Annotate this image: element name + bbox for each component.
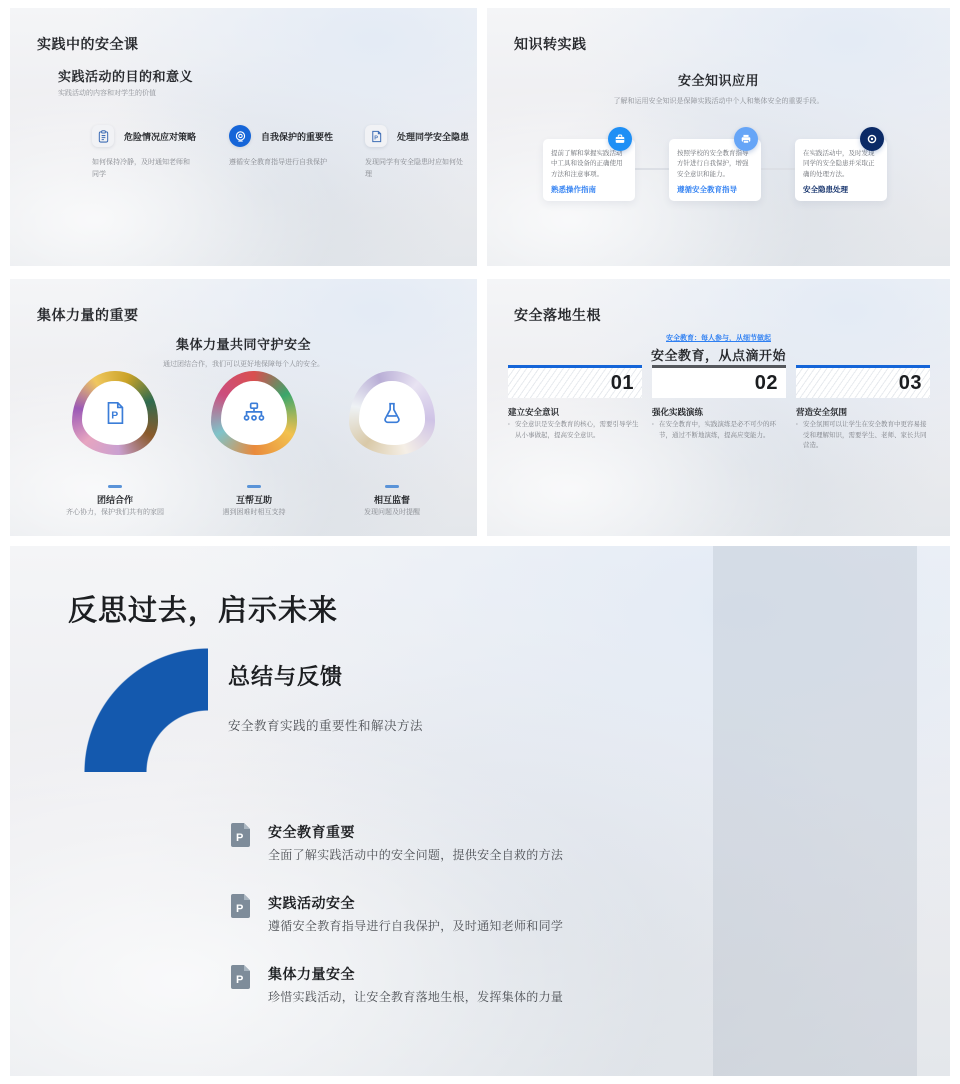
feature-column [92,125,220,181]
numbered-card [652,365,786,398]
card-number: 01 [610,371,634,394]
section-heading: 安全知识应用 [677,73,759,88]
step-link: 安全隐患处理 [803,185,848,195]
section-heading: 实践活动的目的和意义 [58,69,194,84]
card-number: 02 [754,371,778,394]
divider-dash [108,485,122,488]
target-icon [229,125,251,147]
summary-item-desc: 珍惜实践活动，让安全教育落地生根，发挥集体的力量 [268,990,564,1004]
numbered-card [796,365,930,398]
blob-label: 相互监督 [373,495,410,505]
svg-text:P: P [111,410,119,422]
step-desc: 在实践活动中，及时发现同学的安全隐患并采取正确的处理方法。 [803,150,875,178]
numbered-card [508,365,642,398]
section-subtext: 安全教育实践的重要性和解决方法 [228,719,424,733]
blob-desc: 遇到困难时相互支持 [222,509,286,516]
card-bullet: · 安全氛围可以让学生在安全教育中更容易接受和理解知识，需要学生、老师、家长共同营造。 [796,420,928,452]
record-icon [860,127,884,151]
svg-text:P: P [373,134,378,141]
slide-title: 实践中的安全课 [37,36,139,52]
hierarchy-icon [221,381,287,445]
quarter-ring-shape [84,648,208,772]
divider-dash [247,485,261,488]
file-p-icon [230,893,252,924]
flask-icon [359,381,425,445]
section-subtext: 了解和运用安全知识是保障实践活动中个人和集体安全的重要手段。 [613,98,824,105]
summary-item-label: 集体力量安全 [268,966,355,982]
card-bullet: · 安全意识是安全教育的核心，需要引导学生从小事做起，提高安全意识。 [508,420,640,441]
card-label: 营造安全氛围 [796,407,848,417]
divider-dash [385,485,399,488]
slide-2-knowledge-to-practice [487,8,950,266]
blob-desc: 齐心协力，保护我们共有的家园 [66,509,164,516]
blob-label: 团结合作 [96,495,133,505]
file-p-icon [230,964,252,995]
printer-icon [734,127,758,151]
card-label: 强化实践演练 [652,407,704,417]
summary-item-label: 安全教育重要 [268,824,355,840]
card-number: 03 [898,371,922,394]
illustration-blob [211,371,297,455]
step-desc: 提前了解和掌握实践活动中工具和设备的正确使用方法和注意事项。 [551,150,623,178]
summary-item-label: 实践活动安全 [268,895,355,911]
briefcase-icon [608,127,632,151]
blob-desc: 发现问题及时提醒 [364,509,420,516]
step-link: 遵循安全教育指导 [677,185,737,195]
page-p-icon [365,125,387,147]
svg-text:P: P [236,903,244,915]
section-subtext: 通过团结合作，我们可以更好地保障每个人的安全。 [163,361,324,368]
summary-item-desc: 全面了解实践活动中的安全问题，提供安全自救的方法 [268,848,564,862]
clipboard-icon [92,125,114,147]
card-bullet: · 在安全教育中，实践演练是必不可少的环节，通过不断地演练，提高应变能力。 [652,420,784,441]
slide-title: 集体力量的重要 [37,307,139,323]
feature-label: 处理同学安全隐患 [397,131,470,142]
feature-column [365,125,477,181]
step-desc: 按照学校的安全教育指导方针进行自我保护，增强安全意识和能力。 [677,150,749,178]
section-subtext: 实践活动的内容和对学生的价值 [58,90,156,97]
file-p-icon [230,822,252,853]
feature-label: 危险情况应对策略 [124,131,197,142]
card-label: 建立安全意识 [508,407,560,417]
feature-column [229,125,357,169]
slide-1-practice-safety [10,8,477,266]
illustration-blob [349,371,435,455]
feature-label: 自我保护的重要性 [261,131,334,142]
illustration-blob [72,371,158,455]
section-heading: 总结与反馈 [228,664,344,689]
feature-desc: 发现同学有安全隐患时应如何处理 [365,159,463,178]
slide-title: 安全落地生根 [514,307,601,323]
step-link: 熟悉操作指南 [551,185,596,195]
slide-title: 知识转实践 [514,36,587,52]
section-heading: 集体力量共同守护安全 [175,337,311,352]
slide-3-collective-power [10,279,477,536]
svg-text:P: P [236,832,244,844]
section-heading: 安全教育，从点滴开始 [650,348,786,363]
feature-desc: 遵循安全教育指导进行自我保护 [229,159,327,166]
slide-5-summary-feedback [10,546,950,1076]
slide-4-safety-takes-root [487,279,950,536]
svg-text:P: P [236,974,244,986]
header-link[interactable]: 安全教育：每人参与，从细节做起 [666,335,771,342]
feature-desc: 如何保持冷静，及时通知老师和同学 [92,159,190,178]
summary-item-desc: 遵循安全教育指导进行自我保护，及时通知老师和同学 [268,919,564,933]
page-p-icon [82,381,148,445]
background-band [713,546,917,1076]
blob-label: 互帮互助 [235,495,272,505]
slide-title: 反思过去，启示未来 [68,595,339,627]
